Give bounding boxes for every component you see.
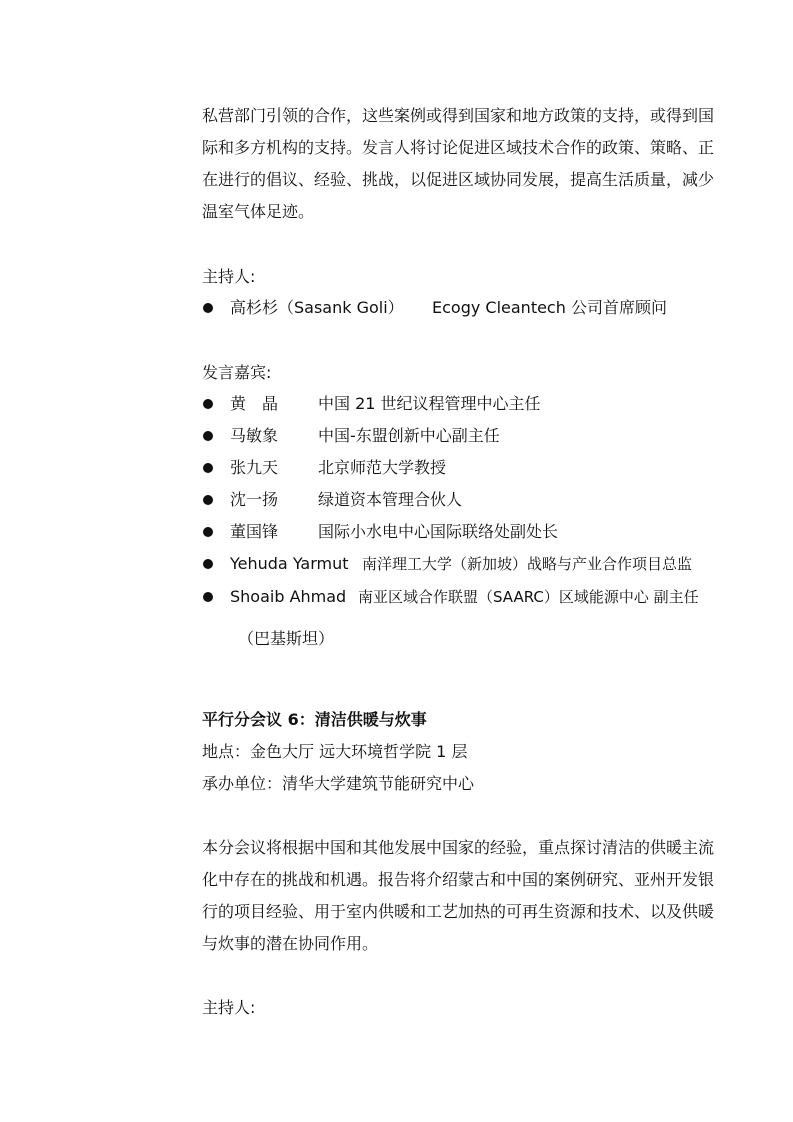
speaker-name: Yehuda Yarmut bbox=[230, 554, 349, 573]
speaker-title: 南洋理工大学（新加坡）战略与产业合作项目总监 bbox=[362, 555, 693, 573]
speaker-name: 黄 晶 bbox=[230, 394, 279, 413]
session-location: 地点：金色大厅 远大环境哲学院 1 层 bbox=[202, 742, 468, 761]
moderator-name: 高杉杉（Sasank Goli） bbox=[230, 298, 404, 317]
bullet-icon bbox=[203, 399, 213, 409]
speaker-title: 北京师范大学教授 bbox=[318, 458, 447, 477]
bullet-icon bbox=[203, 592, 213, 602]
intro-paragraph: 私营部门引领的合作，这些案例或得到国家和地方政策的支持，或得到国际和多方机构的支持。发言人将讨论促进区域技术合作的政策、策略、正在进行的倡议、经验、挑战，以促进区域协同发展，提高生活质量，减少温室气体足迹。 bbox=[202, 106, 715, 221]
session-moderator-heading: 主持人: bbox=[202, 998, 256, 1017]
speaker-title: 绿道资本管理合伙人 bbox=[318, 490, 463, 509]
speaker-title: 国际小水电中心国际联络处副处长 bbox=[318, 522, 559, 541]
session-organizer: 承办单位：清华大学建筑节能研究中心 bbox=[202, 774, 475, 793]
speaker-name: 董国锋 bbox=[230, 522, 279, 541]
speaker-name: 沈一扬 bbox=[230, 490, 279, 509]
speaker-name: Shoaib Ahmad bbox=[230, 587, 347, 606]
bullet-icon bbox=[203, 303, 213, 313]
speaker-title: 中国 21 世纪议程管理中心主任 bbox=[318, 394, 541, 413]
moderator-title: Ecogy Cleantech 公司首席顾问 bbox=[432, 298, 667, 317]
bullet-icon bbox=[203, 495, 213, 505]
moderator-heading: 主持人: bbox=[202, 267, 256, 286]
speaker-name: 马敏象 bbox=[230, 426, 279, 445]
speaker-title: 南亚区域合作联盟（SAARC）区域能源中心 副主任 bbox=[358, 588, 699, 606]
speakers-heading: 发言嘉宾: bbox=[202, 363, 272, 382]
speaker-title: 中国-东盟创新中心副主任 bbox=[318, 426, 500, 445]
bullet-icon bbox=[203, 527, 213, 537]
bullet-icon bbox=[203, 559, 213, 569]
session-title: 平行分会议 6：清洁供暖与炊事 bbox=[202, 710, 427, 729]
speaker-title-continuation: （巴基斯坦） bbox=[238, 629, 335, 648]
speaker-name: 张九天 bbox=[230, 458, 279, 477]
bullet-icon bbox=[203, 431, 213, 441]
session-paragraph: 本分会议将根据中国和其他发展中国家的经验，重点探讨清洁的供暖主流化中存在的挑战和机遇。报告将介绍蒙古和中国的案例研究、亚州开发银行的项目经验、用于室内供暖和工艺加热的可再生资源和技术、以及供暖与炊事的潜在协同作用。 bbox=[202, 838, 715, 953]
bullet-icon bbox=[203, 463, 213, 473]
